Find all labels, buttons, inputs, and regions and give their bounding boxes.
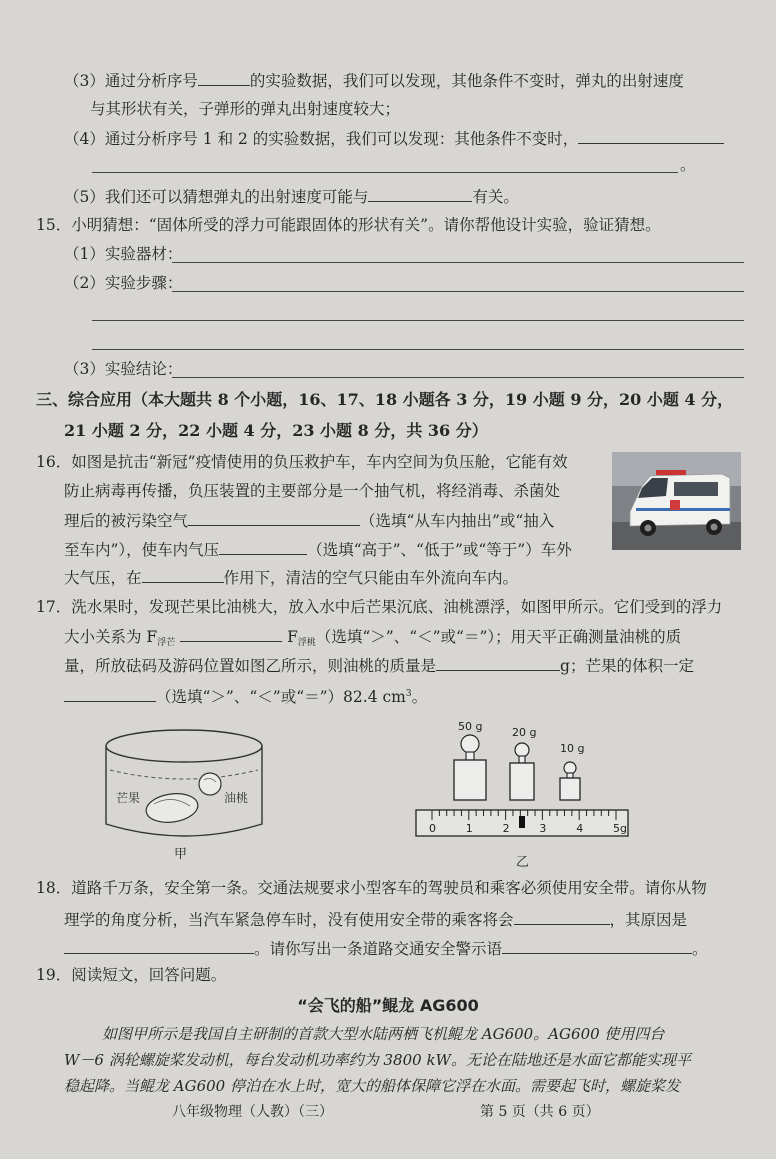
- answer-blank[interactable]: [180, 626, 282, 642]
- scale-tick-label: 0: [429, 822, 436, 835]
- q14-part4-end: 。: [680, 156, 696, 174]
- answer-line[interactable]: [92, 172, 678, 173]
- answer-blank[interactable]: [368, 186, 472, 202]
- q16-line3: 理后的被污染空气 （选填“从车内抽出”或“抽入: [64, 512, 555, 530]
- q18-line2: 理学的角度分析，当汽车紧急停车时，没有使用安全带的乘客将会 ，其原因是: [64, 911, 688, 929]
- section3-heading-line2: 21 小题 2 分，22 小题 4 分，23 小题 8 分，共 36 分）: [64, 421, 488, 440]
- peach-label: 油桃: [224, 791, 249, 805]
- answer-blank[interactable]: [578, 128, 724, 144]
- q15-stem: 15．小明猜想：“固体所受的浮力可能跟固体的形状有关”。请你帮他设计实验，验证猜想。: [36, 216, 661, 234]
- scale-tick-label: 1: [465, 822, 473, 835]
- weight-label-20g: 20 g: [512, 726, 537, 739]
- weight-label-50g: 50 g: [458, 720, 483, 733]
- q16-line4: 至车内”），使车内气压 （选填“高于”、“低于”或“等于”）车外: [64, 541, 572, 559]
- scale-tick-label: 3: [539, 822, 547, 835]
- answer-blank[interactable]: [436, 655, 560, 671]
- answer-blank[interactable]: [514, 909, 610, 925]
- figure-a-caption: 甲: [174, 847, 188, 862]
- q16-line1: 16．如图是抗击“新冠”疫情使用的负压救护车，车内空间为负压舱，它能有效: [36, 453, 568, 471]
- answer-line[interactable]: [92, 320, 744, 321]
- q15-item2: （2）实验步骤：: [64, 274, 183, 292]
- figure-weights-scale: [412, 716, 632, 840]
- figure-basin: [102, 724, 270, 856]
- answer-blank[interactable]: [219, 539, 307, 555]
- footer-subject: 八年级物理（人教）（三）: [172, 1104, 333, 1120]
- q19-passage-line3: 稳起降。当鲲龙 AG600 停泊在水上时，宽大的船体保障它浮在水面。需要起飞时，螺旋桨发: [64, 1077, 680, 1095]
- answer-line[interactable]: [172, 377, 744, 378]
- ambulance-photo: [612, 452, 741, 550]
- weight-label-10g: 10 g: [560, 742, 585, 755]
- answer-blank[interactable]: [64, 938, 254, 954]
- q15-item3: （3）实验结论：: [64, 360, 183, 378]
- answer-blank[interactable]: [188, 510, 360, 526]
- q16-line2: 防止病毒再传播，负压装置的主要部分是一个抽气机，将经消毒、杀菌处: [64, 482, 561, 500]
- answer-line[interactable]: [172, 262, 744, 263]
- answer-line[interactable]: [92, 349, 744, 350]
- mango-label: 芒果: [116, 791, 141, 805]
- scale-tick-label: 2: [502, 822, 510, 835]
- scale-tick-label: 4: [576, 822, 584, 835]
- q17-line4: （选填“＞”、“＜”或“＝”）82.4 $cm^3$。: [64, 684, 427, 707]
- q18-line1: 18．道路千万条，安全第一条。交通法规要求小型客车的驾驶员和乘客必须使用安全带。请你从物: [36, 879, 707, 897]
- q19-passage-line1: 如图甲所示是我国自主研制的首款大型水陆两栖飞机鲲龙 AG600。AG600 使用四台: [102, 1025, 665, 1043]
- slider-marker[interactable]: [519, 816, 525, 828]
- answer-line[interactable]: [172, 291, 744, 292]
- q19-passage-line2: W－6 涡轮螺旋桨发动机，每台发动机功率约为 3800 kW。无论在陆地还是水面它都能实现平: [64, 1051, 691, 1069]
- q15-item1: （1）实验器材：: [64, 245, 183, 263]
- q14-part5: （5）我们还可以猜想弹丸的出射速度可能与 有关。: [64, 188, 519, 206]
- figure-b-caption: 乙: [516, 855, 530, 870]
- q17-line3: 量，所放砝码及游码位置如图乙所示，则油桃的质量是 g；芒果的体积一定: [64, 657, 694, 675]
- q19-stem: 19．阅读短文，回答问题。: [36, 966, 227, 984]
- answer-blank[interactable]: [142, 567, 224, 583]
- q18-line3: 。请你写出一条道路交通安全警示语 。: [64, 938, 708, 959]
- q17-line2: 大小关系为 $F_{浮芒}$ $F_{浮桃}$（选填“＞”、“＜”或“＝”）；用天平正确测量油桃的质: [64, 628, 682, 648]
- answer-blank[interactable]: [502, 938, 692, 954]
- footer-page-number: 第 5 页（共 6 页）: [480, 1104, 600, 1120]
- q17-line1: 17．洗水果时，发现芒果比油桃大，放入水中后芒果沉底、油桃漂浮，如图甲所示。它们受到的浮力: [36, 598, 723, 616]
- q14-part4-line1: （4）通过分析序号 1 和 2 的实验数据，我们可以发现：其他条件不变时，: [64, 128, 724, 149]
- q16-line5: 大气压，在 作用下，清洁的空气只能由车外流向车内。: [64, 569, 519, 587]
- answer-blank[interactable]: [64, 686, 156, 702]
- scale-tick-label: 5g: [613, 822, 627, 835]
- section3-heading-line1: 三、综合应用（本大题共 8 个小题，16、17、18 小题各 3 分，19 小题 9 分，20 小题 4 分，: [36, 390, 734, 409]
- q19-passage-title: “会飞的船”鲲龙 AG600: [297, 996, 479, 1015]
- q14-part3-line1: （3）通过分析序号 的实验数据，我们可以发现，其他条件不变时，弹丸的出射速度: [64, 72, 684, 90]
- answer-blank[interactable]: [198, 70, 250, 86]
- q14-part3-line2: 与其形状有关，子弹形的弹丸出射速度较大；: [90, 100, 401, 118]
